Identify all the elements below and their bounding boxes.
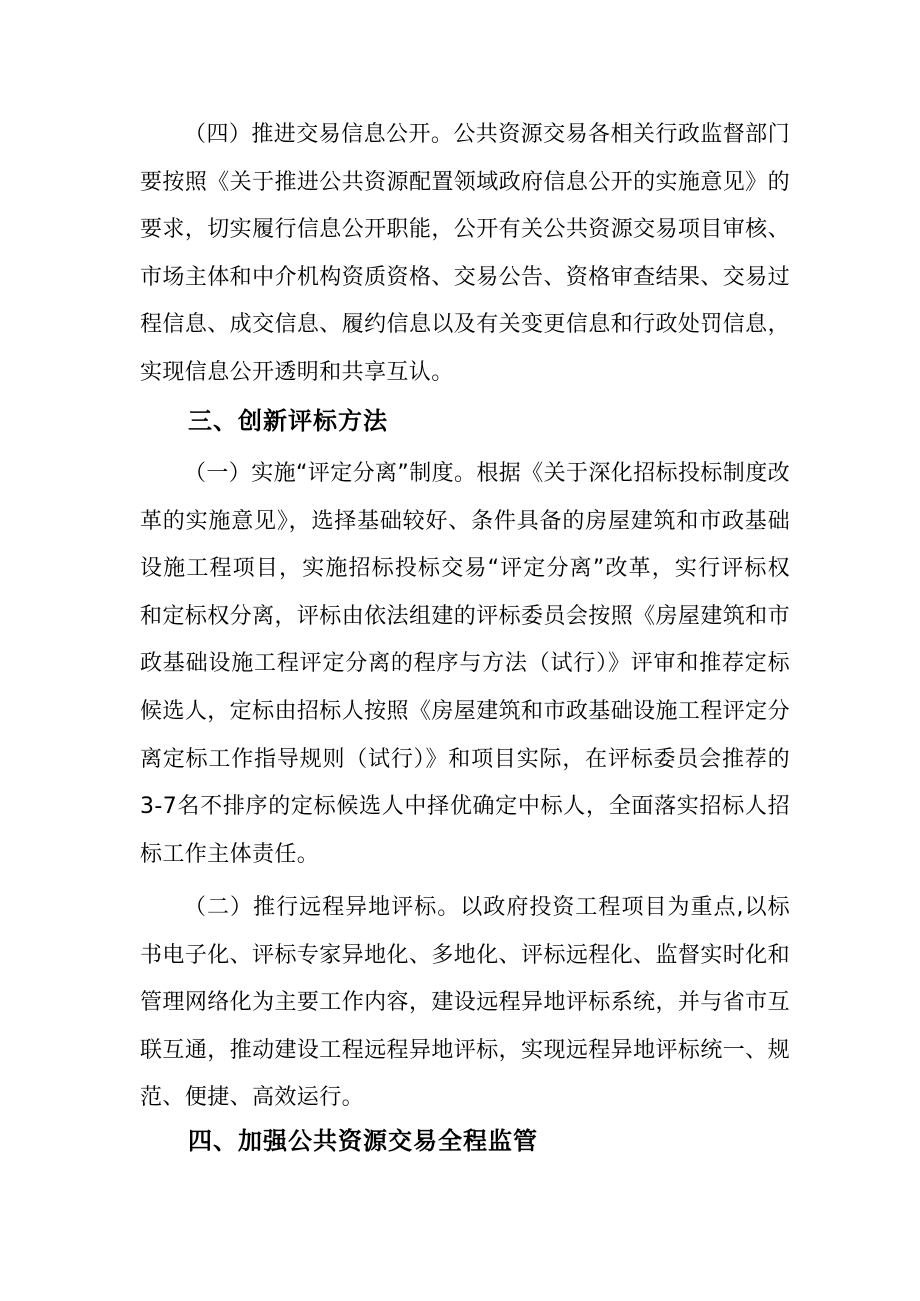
section-heading-full-process-supervision: 四、加强公共资源交易全程监管 [188,1127,538,1155]
paragraph-remote-evaluation: （二）推行远程异地评标。以政府投资工程项目为重点,以标书电子化、评标专家异地化、多地化、评标远程化、监督实时化和管理网络化为主要工作内容，建设远程异地评标系统，并与省市互联互通，推动建设工程远程异地评标，实现远程异地评标统一、规范、便捷、高效运行。 [140,895,790,1111]
paragraph-transaction-info-disclosure: （四）推进交易信息公开。公共资源交易各相关行政监督部门要按照《关于推进公共资源配置领域政府信息公开的实施意见》的要求，切实履行信息公开职能，公开有关公共资源交易项目审核、市场主体和中介机构资质资格、交易公告、资格审查结果、交易过程信息、成交信息、履约信息以及有关变更信息和行政处罚信息，实现信息公开透明和共享互认。 [140,122,790,385]
section-heading-innovate-bid-evaluation: 三、创新评标方法 [188,407,388,435]
paragraph-evaluation-separation: （一）实施“评定分离”制度。根据《关于深化招标投标制度改革的实施意见》，选择基础较好、条件具备的房屋建筑和市政基础设施工程项目，实施招标投标交易“评定分离”改革，实行评标权和定标权分离，评标由依法组建的评标委员会按照《房屋建筑和市政基础设施工程评定分离的程序与方法（试行）》评审和推荐定标候选人，定标由招标人按照《房屋建筑和市政基础设施工程评定分离定标工作指导规则（试行）》和项目实际，在评标委员会推荐的3-7名不排序的定标候选人中择优确定中标人，全面落实招标人招标工作主体责任。 [140,461,790,867]
